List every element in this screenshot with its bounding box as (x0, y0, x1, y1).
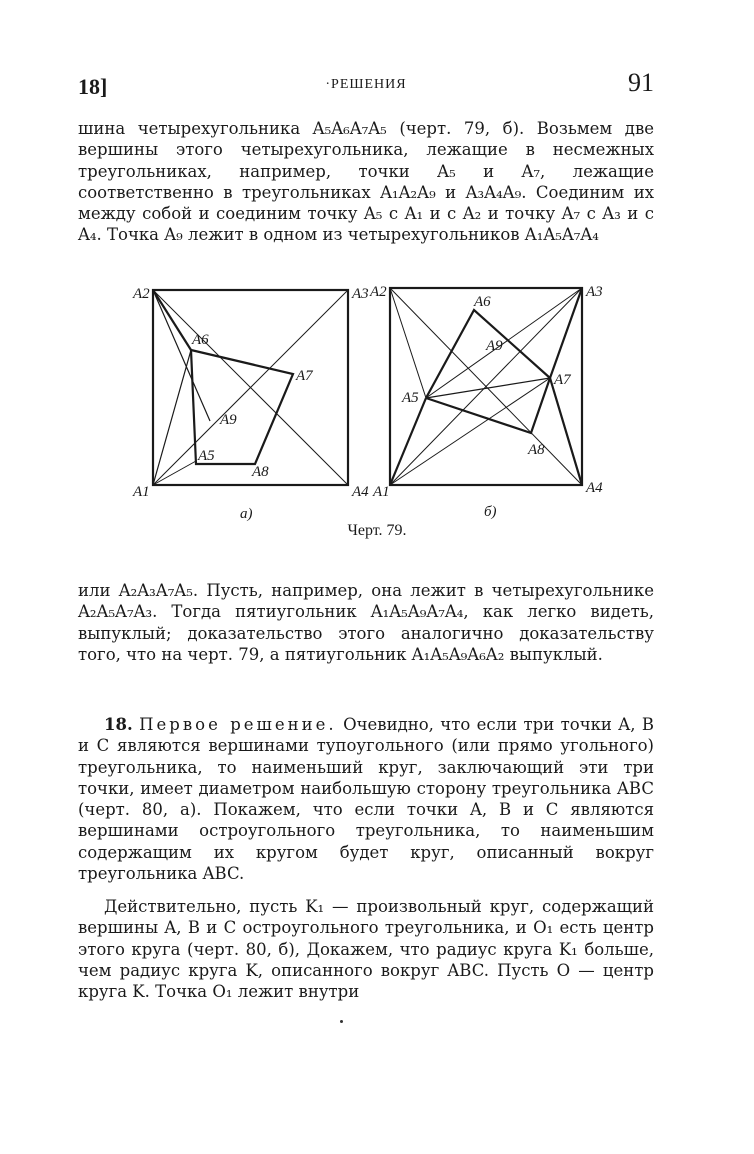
segment-a2a9 (153, 290, 210, 421)
label-b-a4: A4 (586, 480, 603, 496)
figure-b-label: б) (484, 504, 497, 520)
quadrilateral-a (191, 350, 293, 464)
solution-heading: Первое решение. (139, 715, 337, 734)
running-title: ·РЕШЕНИЯ (325, 77, 407, 92)
label-a-a6: A6 (192, 332, 209, 348)
labels-a (132, 286, 369, 522)
label-a-a4: A4 (352, 484, 369, 500)
figure-79-drawing (128, 278, 608, 538)
figure-caption: Черт. 79. (347, 522, 407, 539)
segment-a1a5 (153, 461, 196, 485)
paragraph-4: Действительно, пусть K₁ — произвольный круг, содержащий вершины A, B и C остроугольного треугольника, и O₁ есть центр этого круга (черт. 80, б), Докажем, что радиус круга K₁ больше, чем радиус круга K, описанного вокруг ABC. Пусть O — центр круга K. Точка O₁ лежит внутри (78, 897, 654, 1002)
label-a-a9: A9 (220, 412, 237, 428)
page-header (78, 66, 654, 100)
problem-number: 18. (104, 715, 133, 734)
label-b-a7: A7 (554, 372, 571, 388)
label-a-a7: A7 (296, 368, 313, 384)
label-b-a5: A5 (402, 390, 419, 406)
figure-a-label: а) (240, 506, 253, 522)
label-a-a2: A2 (133, 286, 150, 302)
page-dot (340, 1020, 343, 1023)
segment-b5b8b7 (426, 378, 550, 433)
label-b-a3: A3 (586, 284, 603, 300)
label-b-a2: A2 (370, 284, 387, 300)
page-number: 91 (628, 68, 654, 97)
segment-b5b7 (426, 378, 550, 398)
label-b-a9: A9 (486, 338, 503, 354)
label-b-a8: A8 (528, 442, 545, 458)
figure-79 (128, 278, 608, 538)
paragraph-2: или A₂A₃A₇A₅. Пусть, например, она лежит в четырехугольнике A₂A₅A₇A₃. Тогда пятиугольник A₁A₅A₉A₇A₄, как легко видеть, выпуклый; доказательство этого аналогично доказательству того, что на черт. 79, а пятиугольник A₁A₅A₉A₆A₂ выпуклый. (78, 581, 654, 664)
label-a-a5: A5 (198, 448, 215, 464)
segment-a2a6 (153, 290, 191, 350)
label-b-a1: A1 (373, 484, 390, 500)
label-b-a6: A6 (474, 294, 491, 310)
label-a-a8: A8 (252, 464, 269, 480)
figure-a (153, 290, 348, 485)
paragraph-18 (78, 714, 654, 884)
paragraph-18-text: Очевидно, что если три точки A, B и C являются вершинами тупоугольного (или прямо угольного) треугольника, то наименьший круг, заключающий эти три точки, имеет диаметром наибольшую сторону треугольника ABC (черт. 80, а). Покажем, что если точки A, B и C являются вершинами остроугольного треугольника, то наименьшим содержащим их кругом будет круг, описанный вокруг треугольника ABC. (78, 715, 654, 884)
segment-b7b3 (550, 288, 582, 378)
segment-b2b5 (390, 288, 426, 398)
label-a-a1: A1 (133, 484, 150, 500)
segment-b1b5 (390, 398, 426, 485)
section-number: 18] (78, 74, 108, 99)
paragraph-continuation: шина четырехугольника A₅A₆A₇A₅ (черт. 79, б). Возьмем две вершины этого четырехугольника, лежащие в несмежных треугольниках, например, точки A₅ и A₇, лежащие соответственно в треугольниках A₁A₂A₉ и A₃A₄A₉. Соединим их между собой и соединим точку A₅ с A₁ и с A₂ и точку A₇ с A₃ и с A₄. Точка A₉ лежит в одном из четырехугольников A₁A₅A₇A₄ (78, 119, 654, 245)
label-a-a3: A3 (352, 286, 369, 302)
segment-a1a6 (153, 350, 191, 485)
